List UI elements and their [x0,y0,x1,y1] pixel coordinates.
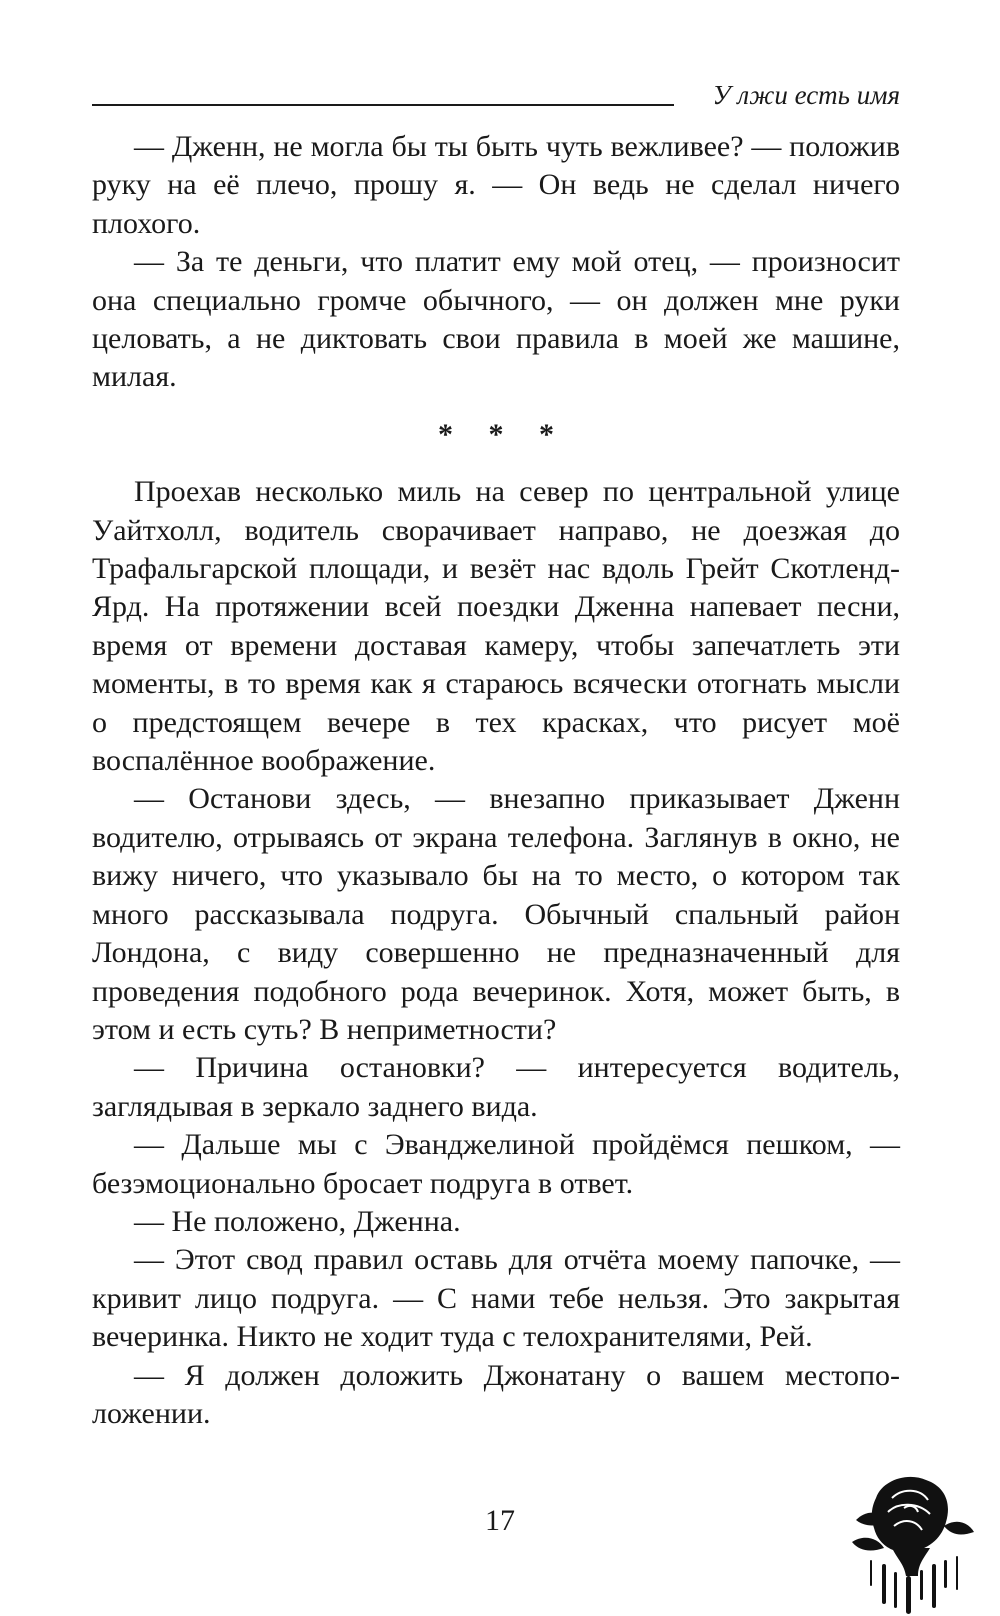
paragraph: — Я должен доложить Джонатану о вашем местоположении. [92,1358,900,1430]
paragraph: — За те деньги, что платит ему мой отец, — произносит она специально громче обычного, — он должен мне руки целовать, а не диктовать свои правила в моей же машине, милая. [92,245,900,394]
header-rule [92,104,674,106]
page-number: 17 [485,1504,515,1537]
paragraph: — Дальше мы с Эванджелиной пройдёмся пешком, — безэмоционально бросает подруга в ответ. [92,1128,900,1200]
running-title: У лжи есть имя [712,80,900,110]
paragraph: Проехав несколько миль на север по центральной улице Уайтхолл, водитель сворачивает направо, не доезжая до Трафальгарской площади, и везёт нас вдоль Грейт Скотленд-Ярд. На протяжении всей поездки Дженна напевает песни, время от времени доставая камеру, чтобы запечатлеть эти моменты, в то время как я стараюсь всячески отогнать мысли о предстоящем вечере в тех красках, что рисует моё воспалённое воображение. [92,475,900,778]
paragraph: — Причина остановки? — интересуется водитель, заглядывая в зеркало заднего вида. [92,1051,900,1123]
paragraph: — Не положено, Дженна. [134,1204,461,1238]
paragraph: — Дженн, не могла бы ты быть чуть вежливее? — положив руку на её плечо, прошу я. — Он ведь не сделал ничего плохого. [92,130,900,240]
rose-icon [848,1468,978,1616]
paragraph: — Этот свод правил оставь для отчёта моему папочке, — кривит лицо подруга. — С нами тебе нельзя. Это закрытая вечеринка. Никто не ходит туда с телохранителями, Рей. [92,1243,900,1354]
scene-separator: * * * [438,417,568,451]
paragraph: — Останови здесь, — внезапно приказывает Дженн водителю, отрываясь от экрана телефона. Заглянув в окно, не вижу ничего, что указывало бы на то место, о котором так много рассказывала подруга. Обычный спальный район Лондона, с виду совершенно не предназначенный для проведения подобного рода вечеринок. Хотя, может быть, в этом и есть суть? В неприметности? [92,782,900,1046]
page-text [92,128,900,1433]
running-header [92,78,900,112]
